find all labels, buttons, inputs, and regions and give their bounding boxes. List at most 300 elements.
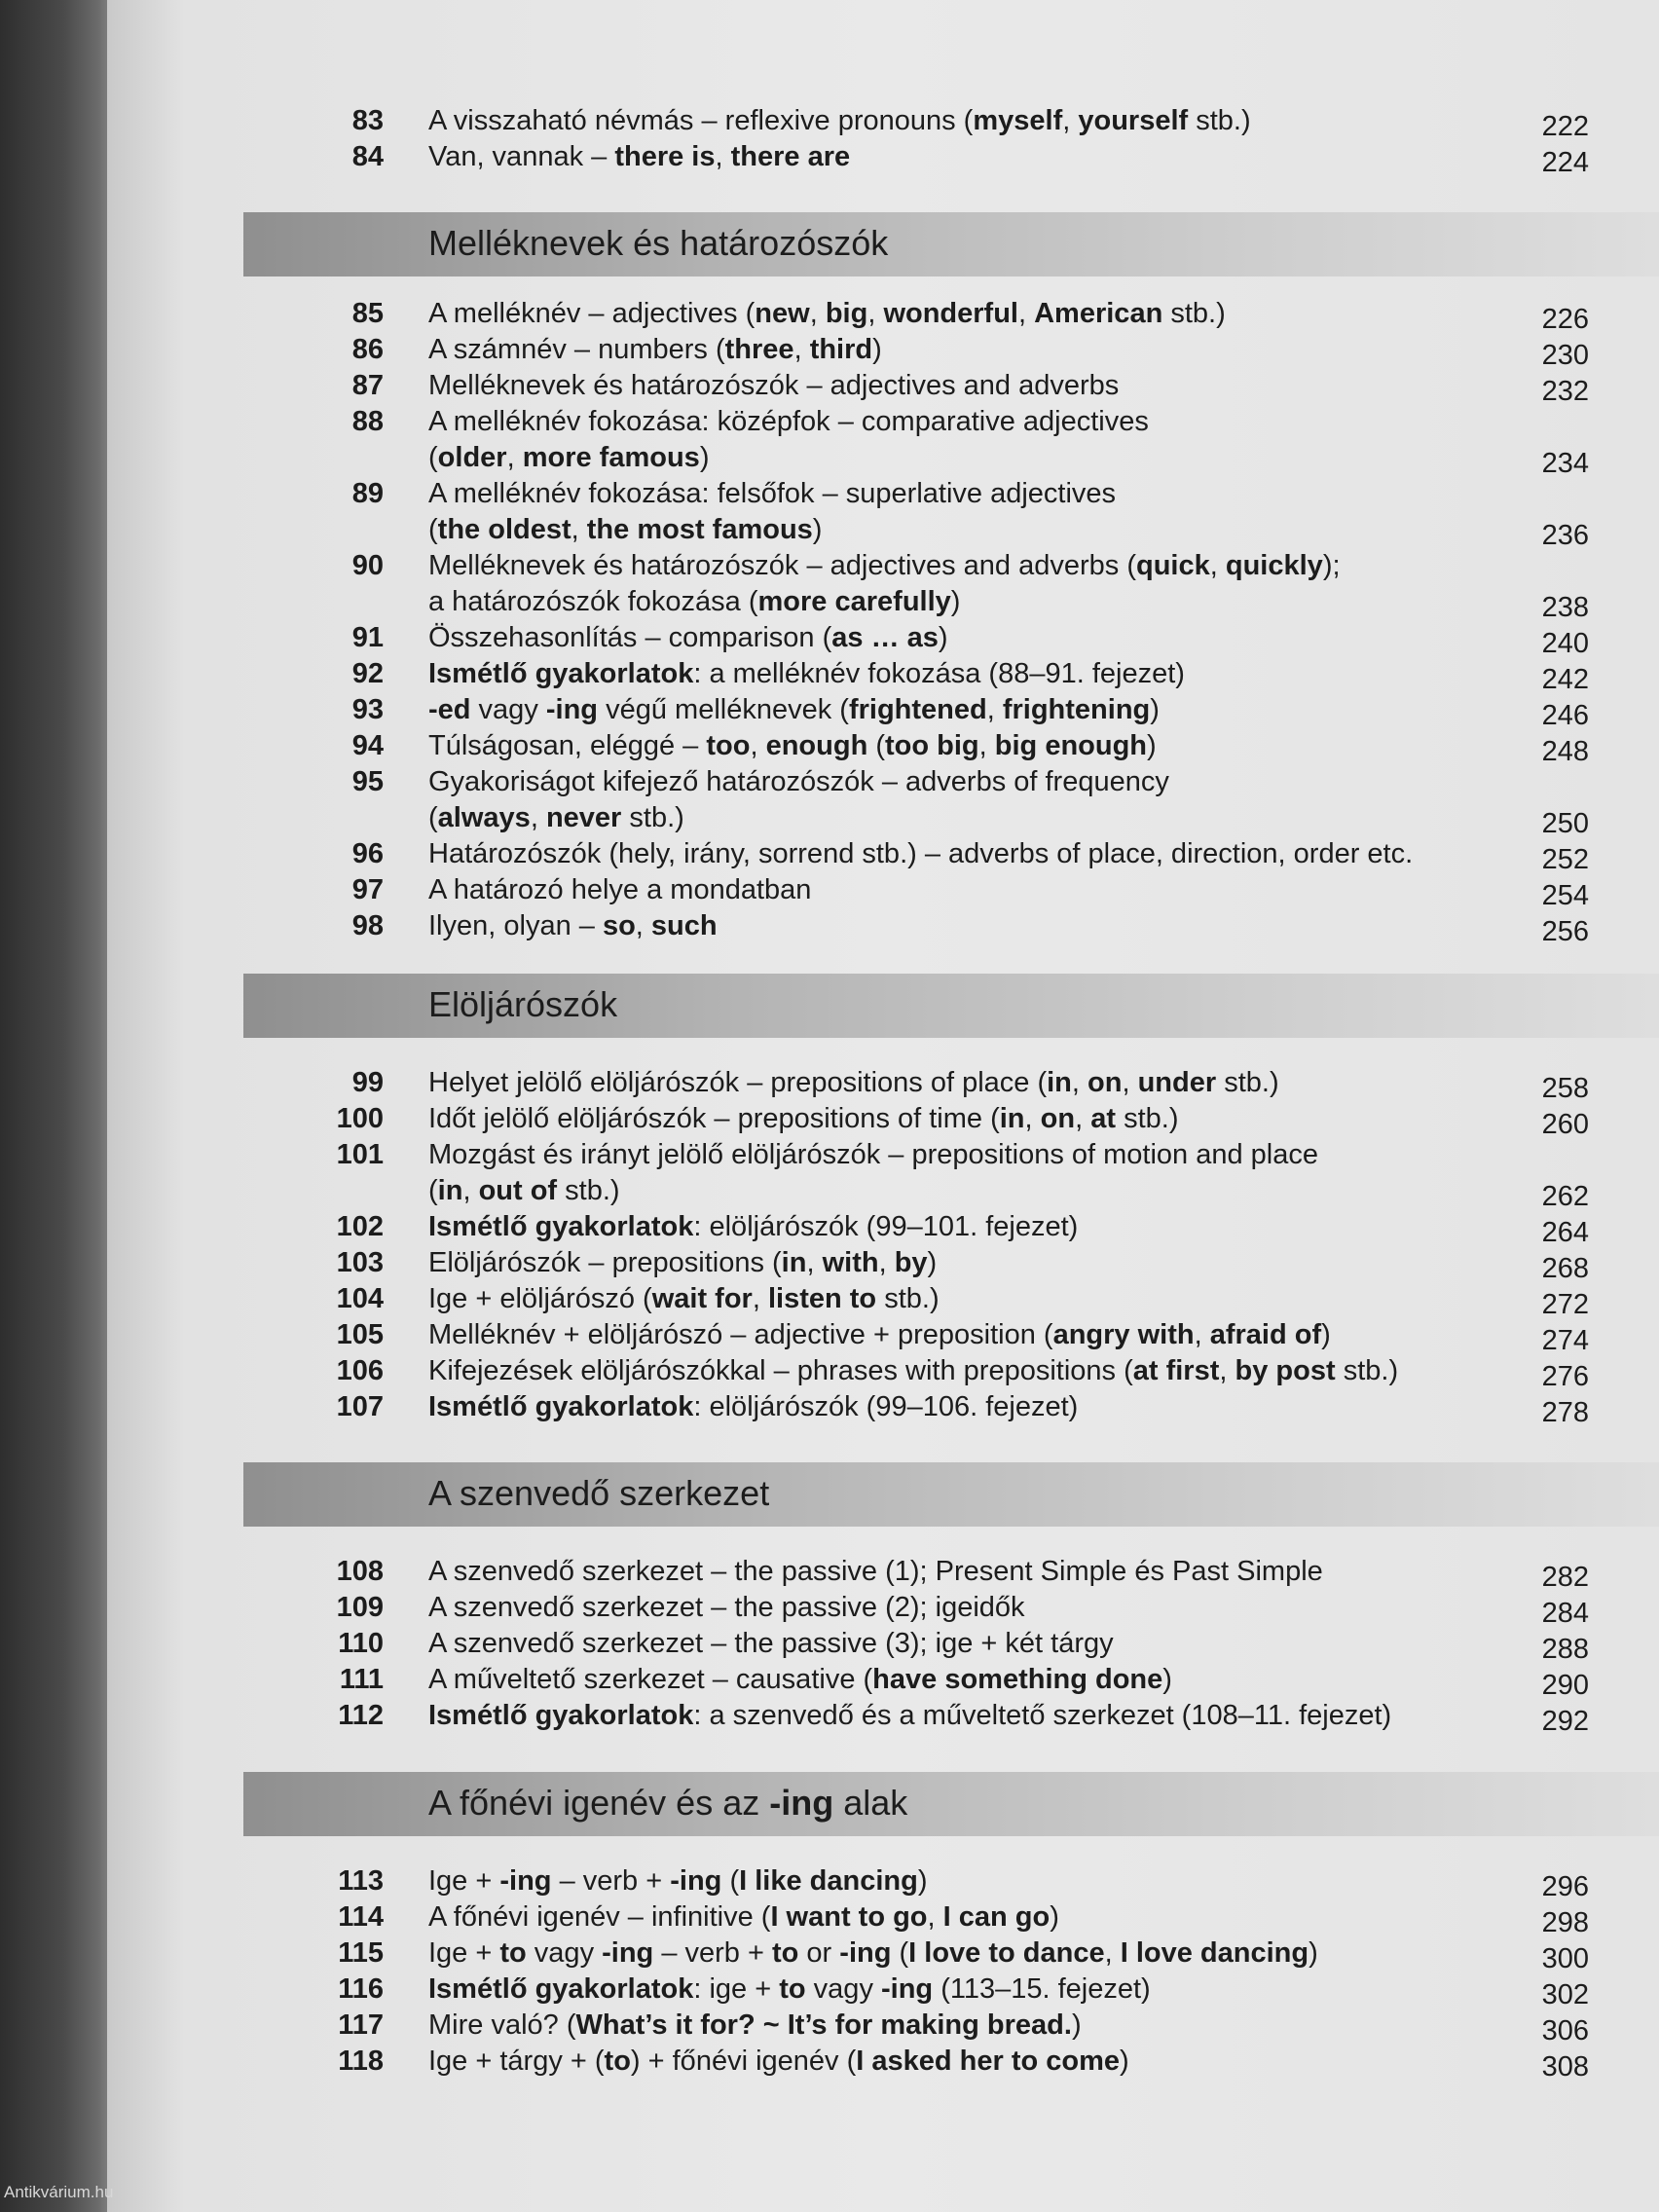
chapter-title-line	[428, 139, 1460, 175]
text-segment: : ige +	[693, 1973, 780, 2005]
text-segment: A főnévi igenév – infinitive (	[428, 1901, 771, 1933]
text-segment: ,	[809, 298, 826, 329]
chapter-title-line	[428, 548, 1460, 584]
page-number: 292	[1541, 1706, 1589, 1737]
text-segment: in	[781, 1247, 807, 1278]
chapter-title-line	[428, 404, 1460, 440]
text-segment: A műveltető szerkezet – causative (	[428, 1664, 873, 1695]
chapter-title	[428, 1101, 1460, 1137]
text-segment: older	[437, 442, 507, 473]
chapter-title	[428, 620, 1460, 656]
page-number: 268	[1541, 1253, 1589, 1284]
toc-entry[interactable]	[321, 1662, 1626, 1701]
text-segment: in	[437, 1175, 463, 1206]
text-segment: there are	[730, 141, 851, 172]
text-segment: stb.)	[557, 1175, 620, 1206]
text-segment: (	[428, 514, 438, 545]
toc-entry[interactable]	[321, 1936, 1626, 1972]
chapter-title-line	[428, 1137, 1460, 1173]
text-segment: -ing	[881, 1973, 934, 2005]
toc-entry[interactable]	[321, 1245, 1626, 1284]
chapter-title-line	[428, 872, 1460, 908]
chapter-title	[428, 139, 1460, 175]
toc-entry[interactable]	[321, 1389, 1626, 1428]
page-number: 242	[1541, 664, 1589, 695]
chapter-title	[428, 404, 1460, 476]
text-segment: too	[706, 730, 751, 761]
toc-entry[interactable]	[321, 1626, 1626, 1665]
toc-entry[interactable]	[321, 1137, 1626, 1212]
chapter-title-line	[428, 620, 1460, 656]
text-segment: ,	[867, 298, 884, 329]
chapter-title	[428, 908, 1460, 944]
page-number: 260	[1541, 1109, 1589, 1140]
page-number: 300	[1541, 1943, 1589, 1974]
text-segment: stb.)	[1188, 105, 1251, 136]
text-segment: wonderful	[883, 298, 1018, 329]
toc-entry[interactable]	[321, 103, 1626, 142]
section-title	[428, 1472, 769, 1515]
text-segment: ,	[1071, 1067, 1088, 1098]
chapter-number: 95	[351, 766, 384, 797]
page-number: 264	[1541, 1217, 1589, 1248]
chapter-title-line	[428, 1317, 1460, 1353]
chapter-title	[428, 296, 1460, 332]
text-segment: so	[602, 910, 636, 941]
text-segment: ,	[506, 442, 523, 473]
text-segment: ,	[978, 730, 995, 761]
text-segment: Van, vannak –	[428, 141, 615, 172]
toc-entry[interactable]	[321, 656, 1626, 695]
chapter-title-line	[428, 332, 1460, 368]
toc-entry[interactable]	[321, 1353, 1626, 1392]
text-segment: under	[1137, 1067, 1217, 1098]
text-segment: )	[917, 1865, 928, 1897]
chapter-title	[428, 2008, 1460, 2044]
chapter-title-line	[428, 440, 1460, 476]
chapter-number: 91	[351, 622, 384, 653]
text-segment: listen to	[767, 1283, 877, 1314]
text-segment: Ige +	[428, 1937, 500, 1969]
text-segment: I like dancing	[739, 1865, 918, 1897]
text-segment: (	[867, 730, 886, 761]
text-segment: Melléknév + elöljárószó – adjective + preposition (	[428, 1319, 1053, 1350]
chapter-title	[428, 1281, 1460, 1317]
chapter-title	[428, 1662, 1460, 1698]
chapter-number: 83	[351, 105, 384, 136]
chapter-title-line	[428, 908, 1460, 944]
chapter-number: 86	[351, 334, 384, 365]
chapter-title-line	[428, 1626, 1460, 1662]
text-segment: frightening	[1002, 694, 1151, 725]
chapter-title-line	[428, 512, 1460, 548]
chapter-number: 104	[336, 1283, 384, 1314]
text-segment: )	[1150, 694, 1160, 725]
text-segment: Kifejezések elöljárószókkal – phrases with prepositions (	[428, 1355, 1133, 1386]
text-segment: Elöljárószók – prepositions (	[428, 1247, 782, 1278]
text-segment: Melléknevek és határozószók	[428, 223, 889, 263]
toc-entry[interactable]	[321, 908, 1626, 947]
text-segment: ,	[806, 1247, 823, 1278]
text-segment: I love dancing	[1120, 1937, 1309, 1969]
text-segment: )	[1050, 1901, 1059, 1933]
page-number: 252	[1541, 844, 1589, 875]
toc-entry[interactable]	[321, 1863, 1626, 1902]
text-segment: Elöljárószók	[428, 984, 618, 1024]
toc-entry[interactable]	[321, 2008, 1626, 2044]
chapter-number: 92	[351, 658, 384, 689]
text-segment: always	[437, 802, 531, 833]
page-number: 230	[1541, 340, 1589, 371]
toc-entry[interactable]	[321, 1209, 1626, 1248]
chapter-number: 101	[336, 1139, 384, 1170]
chapter-title-line	[428, 1101, 1460, 1137]
chapter-number: 109	[336, 1592, 384, 1623]
text-segment: frightened	[848, 694, 987, 725]
text-segment: )	[812, 514, 823, 545]
toc-entry[interactable]	[321, 1065, 1626, 1104]
toc-entry[interactable]	[321, 1590, 1626, 1629]
text-segment: )	[1147, 730, 1157, 761]
text-segment: in	[999, 1103, 1025, 1134]
text-segment: in	[1047, 1067, 1072, 1098]
chapter-title	[428, 656, 1460, 692]
chapter-title-line	[428, 1281, 1460, 1317]
chapter-title-line	[428, 1065, 1460, 1101]
text-segment: Ismétlő gyakorlatok	[428, 1391, 694, 1422]
text-segment: such	[650, 910, 718, 941]
toc-entry[interactable]	[321, 1698, 1626, 1737]
section-title	[428, 1782, 907, 1825]
text-segment: vagy	[470, 694, 546, 725]
text-segment: too big	[885, 730, 979, 761]
text-segment: -ing	[769, 1783, 834, 1823]
text-segment: (	[891, 1937, 909, 1969]
chapter-title	[428, 764, 1460, 836]
text-segment: stb.)	[876, 1283, 940, 1314]
text-segment: -ed	[428, 694, 471, 725]
chapter-number: 105	[336, 1319, 384, 1350]
text-segment: a határozószók fokozása (	[428, 586, 758, 617]
text-segment: Mire való? (	[428, 2009, 576, 2041]
chapter-title-line	[428, 1936, 1460, 1972]
page-number: 232	[1541, 376, 1589, 407]
text-segment: -ing	[499, 1865, 552, 1897]
text-segment: I asked her to come	[856, 2046, 1121, 2077]
text-segment: on	[1040, 1103, 1076, 1134]
chapter-title-line	[428, 584, 1460, 620]
text-segment: third	[809, 334, 873, 365]
text-segment: Ige + tárgy + (	[428, 2046, 605, 2077]
text-segment: the oldest	[437, 514, 571, 545]
toc-entry[interactable]	[321, 2044, 1626, 2083]
chapter-title	[428, 368, 1460, 404]
toc-entry[interactable]	[321, 1317, 1626, 1356]
section-header	[243, 1772, 1659, 1836]
toc-entry[interactable]	[321, 332, 1626, 371]
chapter-title	[428, 1626, 1460, 1662]
text-segment: A számnév – numbers (	[428, 334, 725, 365]
page-number: 254	[1541, 880, 1589, 911]
page-number: 290	[1541, 1670, 1589, 1701]
text-segment: ,	[462, 1175, 479, 1206]
text-segment: : a melléknév fokozása (88–91. fejezet)	[693, 658, 1185, 689]
text-segment: yourself	[1078, 105, 1189, 136]
toc-entry[interactable]	[321, 548, 1626, 623]
page-number: 224	[1541, 147, 1589, 178]
chapter-title-line	[428, 476, 1460, 512]
chapter-title-line	[428, 1353, 1460, 1389]
toc-entry[interactable]	[321, 476, 1626, 551]
toc-entry[interactable]	[321, 692, 1626, 731]
chapter-title	[428, 1389, 1460, 1425]
text-segment: (	[428, 1175, 438, 1206]
text-segment: stb.)	[1116, 1103, 1179, 1134]
text-segment: angry with	[1052, 1319, 1195, 1350]
chapter-title	[428, 1353, 1460, 1389]
text-segment: new	[755, 298, 810, 329]
text-segment: Melléknevek és határozószók – adjectives and adverbs (	[428, 550, 1136, 581]
toc-entry[interactable]	[321, 1281, 1626, 1320]
text-segment: A szenvedő szerkezet	[428, 1473, 770, 1513]
page-number: 284	[1541, 1598, 1589, 1629]
toc-entry[interactable]	[321, 404, 1626, 479]
chapter-number: 108	[336, 1556, 384, 1587]
chapter-title	[428, 1972, 1460, 2008]
chapter-number: 113	[338, 1865, 384, 1897]
text-segment: Ilyen, olyan –	[428, 910, 603, 941]
text-segment: Ismétlő gyakorlatok	[428, 1700, 694, 1731]
page-number: 274	[1541, 1325, 1589, 1356]
toc-entry[interactable]	[321, 1899, 1626, 1936]
toc-entry[interactable]	[321, 296, 1626, 335]
chapter-number: 96	[351, 838, 384, 869]
text-segment: A melléknév fokozása: középfok – comparative adjectives	[428, 406, 1149, 437]
text-segment: -ing	[602, 1937, 654, 1969]
text-segment: végű melléknevek (	[598, 694, 849, 725]
page-number: 282	[1541, 1562, 1589, 1593]
chapter-number: 111	[339, 1664, 384, 1695]
text-segment: ,	[927, 1901, 943, 1933]
page-number: 234	[1541, 448, 1589, 479]
chapter-title-line	[428, 1972, 1460, 2008]
chapter-number: 106	[336, 1355, 384, 1386]
chapter-title-line	[428, 368, 1460, 404]
text-segment: -ing	[670, 1865, 722, 1897]
chapter-title	[428, 1863, 1460, 1899]
page-number: 288	[1541, 1634, 1589, 1665]
text-segment: ,	[986, 694, 1003, 725]
text-segment: more famous	[522, 442, 700, 473]
page-number: 258	[1541, 1073, 1589, 1104]
text-segment: have something done	[872, 1664, 1163, 1695]
text-segment: (	[428, 802, 438, 833]
text-segment: afraid of	[1209, 1319, 1322, 1350]
chapter-number: 107	[336, 1391, 384, 1422]
text-segment: stb.)	[1335, 1355, 1399, 1386]
text-segment: Helyet jelölő elöljárószók – prepositions of place (	[428, 1067, 1048, 1098]
text-segment: : elöljárószók (99–106. fejezet)	[693, 1391, 1079, 1422]
text-segment: )	[927, 1247, 938, 1278]
text-segment: )	[1071, 2009, 1082, 2041]
chapter-number: 85	[351, 298, 384, 329]
text-segment: )	[1120, 2046, 1129, 2077]
chapter-title-line	[428, 1590, 1460, 1626]
toc-entry[interactable]	[321, 368, 1626, 407]
chapter-title	[428, 1936, 1460, 1972]
text-segment: to	[499, 1937, 527, 1969]
section-title	[428, 222, 888, 265]
section-header	[243, 974, 1659, 1038]
text-segment: American	[1034, 298, 1163, 329]
toc-entry[interactable]	[321, 1101, 1626, 1140]
text-segment: ,	[1062, 105, 1079, 136]
chapter-title	[428, 728, 1460, 764]
chapter-title	[428, 332, 1460, 368]
chapter-title	[428, 872, 1460, 908]
toc-entry[interactable]	[321, 139, 1626, 178]
chapter-number: 97	[351, 874, 384, 905]
text-segment: A szenvedő szerkezet – the passive (3); ige + két tárgy	[428, 1628, 1114, 1659]
chapter-title-line	[428, 1245, 1460, 1281]
page-number: 222	[1541, 111, 1589, 142]
text-segment: )	[1162, 1664, 1172, 1695]
text-segment: ,	[635, 910, 651, 941]
text-segment: A melléknév – adjectives (	[428, 298, 756, 329]
chapter-title-line	[428, 1899, 1460, 1936]
chapter-title	[428, 1317, 1460, 1353]
text-segment: enough	[765, 730, 868, 761]
text-segment: ,	[1075, 1103, 1091, 1134]
chapter-number: 110	[338, 1628, 384, 1659]
text-segment: ,	[530, 802, 546, 833]
text-segment: three	[724, 334, 794, 365]
text-segment: as … as	[831, 622, 939, 653]
chapter-number: 114	[338, 1901, 384, 1933]
text-segment: I can go	[942, 1901, 1051, 1933]
text-segment: Határozószók (hely, irány, sorrend stb.) – adverbs of place, direction, order etc.	[428, 838, 1414, 869]
page-number: 276	[1541, 1361, 1589, 1392]
text-segment: ,	[1194, 1319, 1210, 1350]
text-segment: quickly	[1225, 550, 1323, 581]
text-segment: ,	[1104, 1937, 1121, 1969]
text-segment: (	[721, 1865, 740, 1897]
chapter-number: 90	[351, 550, 384, 581]
text-segment: )	[699, 442, 710, 473]
text-segment: at first	[1132, 1355, 1220, 1386]
toc-entry[interactable]	[321, 872, 1626, 911]
chapter-number: 115	[338, 1937, 384, 1969]
page-number: 246	[1541, 700, 1589, 731]
chapter-title-line	[428, 728, 1460, 764]
text-segment: ,	[878, 1247, 895, 1278]
book-spine-shadow	[0, 0, 115, 2212]
text-segment: never	[545, 802, 622, 833]
chapter-number: 93	[351, 694, 384, 725]
page-number: 306	[1541, 2015, 1589, 2046]
text-segment: stb.)	[1216, 1067, 1279, 1098]
text-segment: with	[822, 1247, 879, 1278]
chapter-number: 117	[338, 2009, 384, 2041]
chapter-title-line	[428, 1662, 1460, 1698]
text-segment: to	[604, 2046, 631, 2077]
text-segment: out of	[478, 1175, 558, 1206]
text-segment: ,	[1209, 550, 1226, 581]
text-segment: Időt jelölő elöljárószók – prepositions of time (	[428, 1103, 1000, 1134]
chapter-title-line	[428, 656, 1460, 692]
text-segment: Gyakoriságot kifejező határozószók – adverbs of frequency	[428, 766, 1169, 797]
section-header	[243, 1462, 1659, 1527]
chapter-title	[428, 1245, 1460, 1281]
text-segment: A szenvedő szerkezet – the passive (1); Present Simple és Past Simple	[428, 1556, 1323, 1587]
text-segment: Melléknevek és határozószók – adjectives and adverbs	[428, 370, 1120, 401]
toc-entry[interactable]	[321, 620, 1626, 659]
chapter-title	[428, 103, 1460, 139]
chapter-title-line	[428, 103, 1460, 139]
text-segment: A visszaható névmás – reflexive pronouns (	[428, 105, 974, 136]
chapter-number: 112	[338, 1700, 384, 1731]
chapter-number: 88	[351, 406, 384, 437]
text-segment: ,	[571, 514, 587, 545]
text-segment: alak	[833, 1783, 908, 1823]
text-segment: Összehasonlítás – comparison (	[428, 622, 832, 653]
chapter-title	[428, 1590, 1460, 1626]
chapter-title-line	[428, 764, 1460, 800]
text-segment: big	[825, 298, 868, 329]
toc-entry[interactable]	[321, 1972, 1626, 2008]
toc-entry[interactable]	[321, 1554, 1626, 1593]
text-segment: ) + főnévi igenév (	[630, 2046, 857, 2077]
page-number: 296	[1541, 1871, 1589, 1902]
page-number: 248	[1541, 736, 1589, 767]
toc-entry[interactable]	[321, 728, 1626, 767]
text-segment: Ismétlő gyakorlatok	[428, 658, 694, 689]
page-number: 240	[1541, 628, 1589, 659]
text-segment: wait for	[651, 1283, 753, 1314]
page-number: 250	[1541, 808, 1589, 839]
text-segment: Ige + elöljárószó (	[428, 1283, 652, 1314]
toc-entry[interactable]	[321, 836, 1626, 875]
chapter-title	[428, 1554, 1460, 1590]
text-segment: stb.)	[621, 802, 684, 833]
text-segment: ,	[1024, 1103, 1041, 1134]
text-segment: there is	[614, 141, 716, 172]
toc-entry[interactable]	[321, 764, 1626, 839]
page-number: 256	[1541, 916, 1589, 947]
chapter-title-line	[428, 1698, 1460, 1734]
text-segment: or	[798, 1937, 840, 1969]
text-segment: ,	[1219, 1355, 1235, 1386]
text-segment: by post	[1235, 1355, 1336, 1386]
watermark: Antikvárium.hu	[4, 2183, 114, 2201]
text-segment: to	[772, 1937, 799, 1969]
text-segment: stb.)	[1162, 298, 1226, 329]
text-segment: ,	[1122, 1067, 1138, 1098]
chapter-title-line	[428, 1863, 1460, 1899]
chapter-title-line	[428, 692, 1460, 728]
text-segment: ,	[793, 334, 810, 365]
page-number: 298	[1541, 1907, 1589, 1938]
chapter-title-line	[428, 800, 1460, 836]
text-segment: quick	[1136, 550, 1210, 581]
text-segment: ,	[752, 1283, 768, 1314]
page-number: 238	[1541, 592, 1589, 623]
chapter-title-line	[428, 1209, 1460, 1245]
text-segment: )	[872, 334, 882, 365]
page-number: 226	[1541, 304, 1589, 335]
chapter-title	[428, 1698, 1460, 1734]
chapter-number: 89	[351, 478, 384, 509]
